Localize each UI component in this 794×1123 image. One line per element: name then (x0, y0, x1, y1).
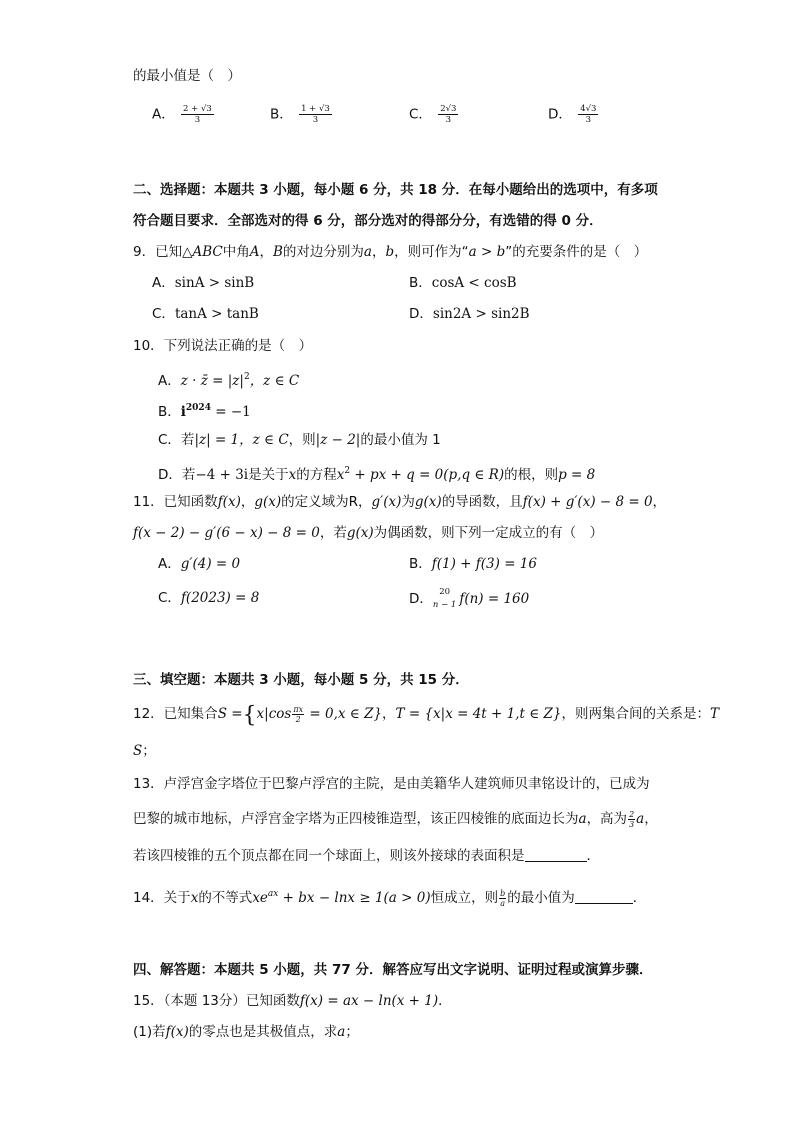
text: 恒成立，则 (430, 890, 499, 906)
question-12-line-2 (133, 741, 156, 761)
text: ， (240, 494, 255, 510)
q9-option-d (409, 304, 530, 324)
text: ． (586, 848, 600, 864)
text: 的零点也是其极值点，求 (188, 1024, 338, 1040)
math: xe (252, 890, 268, 906)
math: p = 8 (558, 467, 596, 483)
text: 的方程 (296, 467, 337, 483)
fraction-denominator: 2 (295, 714, 301, 724)
math: a (578, 811, 587, 827)
text: ； (142, 743, 156, 759)
math: B (272, 244, 283, 260)
math: z · z̄ = |z| (180, 373, 244, 389)
fraction-numerator: 4√3 (580, 104, 597, 114)
text: ； (345, 1024, 359, 1040)
superscript: 2024 (185, 403, 211, 413)
fraction-numerator: 1 + √3 (301, 104, 330, 114)
option-fraction (438, 104, 458, 125)
fraction-denominator: 3 (585, 115, 592, 125)
math: A (249, 244, 260, 260)
math: T (709, 706, 719, 722)
math: |z − 2| (315, 432, 361, 448)
q11-option-d (409, 588, 529, 610)
q11-option-b (409, 554, 537, 574)
fraction-denominator: a (500, 898, 506, 908)
math: = 0,x ∈ Z} (305, 706, 383, 722)
text: ， (652, 494, 667, 510)
q8-option-c (409, 104, 460, 125)
math: f(x) = ax − ln(x + 1) (299, 993, 439, 1009)
q9-option-a (152, 273, 254, 293)
math: −4 + 3i (195, 467, 249, 483)
q9-option-b (409, 273, 517, 293)
option-letter: A． (158, 373, 181, 389)
option-letter: D． (409, 306, 433, 322)
option-letter: D． (409, 591, 433, 607)
math: + px + q = 0(p,q ∈ R) (350, 467, 505, 483)
option-letter: C． (158, 432, 181, 448)
section-2-line-1: 二、选择题：本题共 3 小题，每小题 6 分，共 18 分．在每小题给出的选项中，有多项 (133, 182, 658, 198)
text: 的根，则 (504, 467, 559, 483)
question-11-stem-line-2 (133, 523, 603, 543)
superscript: 2 (344, 466, 351, 476)
text: 中角 (222, 244, 250, 260)
text: 的定义域为R， (281, 494, 372, 510)
fraction-denominator: 3 (629, 819, 635, 829)
q10-option-b (158, 398, 251, 422)
section-2-line-2: 符合题目要求．全部选对的得 6 分，部分选对的得部分分，有选错的得 0 分． (133, 213, 603, 229)
text: ，高为 (586, 811, 628, 827)
fraction-numerator: πx (293, 704, 304, 714)
math: S (133, 743, 143, 759)
math: g(x) (414, 494, 442, 510)
q10-option-d (158, 461, 595, 485)
math: f(x) + g′(x) − 8 = 0 (522, 494, 653, 510)
text: 12．已知集合 (133, 706, 218, 722)
text: 的导函数，且 (441, 494, 523, 510)
fraction-numerator: 2√3 (440, 104, 457, 114)
q10-option-c (158, 430, 441, 450)
superscript: ax (267, 889, 279, 899)
option-letter: D． (548, 106, 572, 123)
question-9-stem (133, 242, 647, 262)
text: 若 (181, 467, 196, 483)
option-expression: f(2023) = 8 (180, 590, 260, 606)
math: a > b (468, 244, 506, 260)
option-letter: B． (158, 404, 181, 420)
math: △ABC (182, 244, 223, 260)
question-14 (133, 884, 646, 908)
option-expression: sin2A > sin2B (432, 306, 530, 322)
text: 11．已知函数 (133, 494, 218, 510)
math: g(x) (254, 494, 282, 510)
option-letter: A． (152, 275, 175, 291)
q10-option-a (158, 367, 299, 391)
text: 的最小值为 1 (360, 432, 441, 448)
fraction-denominator: 3 (312, 115, 319, 125)
text: ， (382, 706, 396, 722)
option-fraction (578, 104, 598, 125)
math: f(x) (217, 494, 241, 510)
cos-fraction (292, 705, 304, 724)
option-expression: f(n) = 160 (459, 591, 530, 607)
fraction-numerator: 2 + √3 (183, 104, 212, 114)
fraction-numerator: 2 (629, 809, 635, 819)
math: f(x − 2) − g′(6 − x) − 8 = 0 (133, 525, 320, 541)
text: 巴黎的城市地标，卢浮宫金字塔为正四棱锥造型，该正四棱锥的底面边长为 (133, 811, 579, 827)
text: 为 (401, 494, 415, 510)
option-expression: sinA > sinB (174, 275, 255, 291)
question-13-line-1: 13．卢浮宫金字塔位于巴黎卢浮宫的主院，是由美籍华人建筑师贝聿铭设计的，已成为 (133, 776, 650, 792)
text: 是关于 (248, 467, 289, 483)
option-letter: D． (158, 467, 182, 483)
sum-upper: 20 (439, 587, 451, 597)
math: i (180, 404, 186, 420)
math: x|cos (256, 706, 292, 722)
text: (1)若 (133, 1024, 166, 1040)
math: x (190, 890, 199, 906)
option-expression: f(1) + f(3) = 16 (431, 556, 537, 572)
option-letter: C． (158, 590, 181, 606)
text: ”的充要条件的是（ ） (505, 244, 648, 260)
text: ， (644, 811, 658, 827)
answer-blank[interactable] (525, 847, 587, 862)
fraction-denominator: 3 (194, 115, 201, 125)
text: ． (438, 993, 452, 1009)
question-15-stem (133, 991, 452, 1011)
math: S = (217, 706, 243, 722)
math: g(x) (346, 525, 374, 541)
option-letter: A． (158, 556, 181, 572)
option-letter: C． (409, 106, 432, 123)
q8-option-a (152, 104, 216, 125)
q8-option-b (270, 104, 334, 125)
ratio-fraction (499, 889, 506, 908)
question-10-stem: 10．下列说法正确的是（ ） (133, 338, 313, 354)
superscript: 2 (243, 372, 250, 382)
math: x (336, 467, 345, 483)
text: 9．已知 (133, 244, 183, 260)
text: ，则两集合间的关系是： (561, 706, 710, 722)
option-letter: C． (152, 306, 175, 322)
question-12-line-1 (133, 704, 719, 726)
q11-option-a (158, 554, 240, 574)
math: ，z ∈ C (249, 373, 300, 389)
question-11-stem-line-1 (133, 492, 666, 512)
text: ，若 (319, 525, 347, 541)
math: T = {x|x = 4t + 1,t ∈ Z} (395, 706, 562, 722)
text: ， (259, 244, 273, 260)
question-8-tail (133, 66, 241, 86)
text: ． (632, 890, 647, 906)
math: b (385, 244, 395, 260)
math: a (636, 811, 645, 827)
text: 为偶函数，则下列一定成立的有（ ） (373, 525, 604, 541)
question-13-line-3 (133, 846, 600, 866)
math: + bx − lnx ≥ 1(a > 0) (278, 890, 431, 906)
q8-option-d (548, 104, 600, 125)
text: ，则可作为“ (394, 244, 469, 260)
math: g′(x) (371, 494, 402, 510)
sum-lower: n − 1 (432, 600, 457, 610)
option-expression: cosA < cosB (431, 275, 517, 291)
text: ，则 (288, 432, 316, 448)
text: 若 (180, 432, 195, 448)
question-13-line-2 (133, 809, 658, 829)
math: a (363, 244, 372, 260)
text: 的对边分别为 (282, 244, 364, 260)
text: 14．关于 (133, 890, 191, 906)
text: ， (371, 244, 386, 260)
math: x (288, 467, 297, 483)
option-letter: A． (152, 106, 175, 123)
text: 的最小值为 (507, 890, 575, 906)
text: 若该四棱锥的五个顶点都在同一个球面上，则该外接球的表面积是 (133, 848, 525, 864)
q9-option-c (152, 304, 259, 324)
answer-blank[interactable] (575, 889, 633, 904)
section-3-title: 三、填空题：本题共 3 小题，每小题 5 分，共 15 分． (133, 672, 469, 688)
option-fraction (299, 104, 332, 125)
math: f(x) (165, 1024, 189, 1040)
option-letter: B． (270, 106, 293, 123)
text: 15．（本题 13分）已知函数 (133, 993, 300, 1009)
left-brace: { (242, 703, 257, 728)
q11-option-c (158, 588, 259, 608)
option-letter: B． (409, 556, 432, 572)
fraction-numerator: b (500, 888, 506, 898)
option-expression: g′(4) = 0 (180, 556, 241, 572)
option-expression: tanA > tanB (174, 306, 259, 322)
math: a (337, 1024, 346, 1040)
math: |z| = 1，z ∈ C (194, 432, 289, 448)
option-fraction (181, 104, 214, 125)
text: 的不等式 (198, 890, 253, 906)
math: = −1 (210, 404, 251, 420)
option-letter: B． (409, 275, 432, 291)
question-15-part-1 (133, 1022, 359, 1042)
section-4-title: 四、解答题：本题共 5 小题，共 77 分．解答应写出文字说明、证明过程或演算步骤． (133, 962, 653, 978)
summation-bounds (433, 588, 456, 610)
fraction-denominator: 3 (445, 115, 452, 125)
height-fraction (628, 810, 635, 829)
question-8-tail-text: 的最小值是（ ） (133, 68, 241, 84)
